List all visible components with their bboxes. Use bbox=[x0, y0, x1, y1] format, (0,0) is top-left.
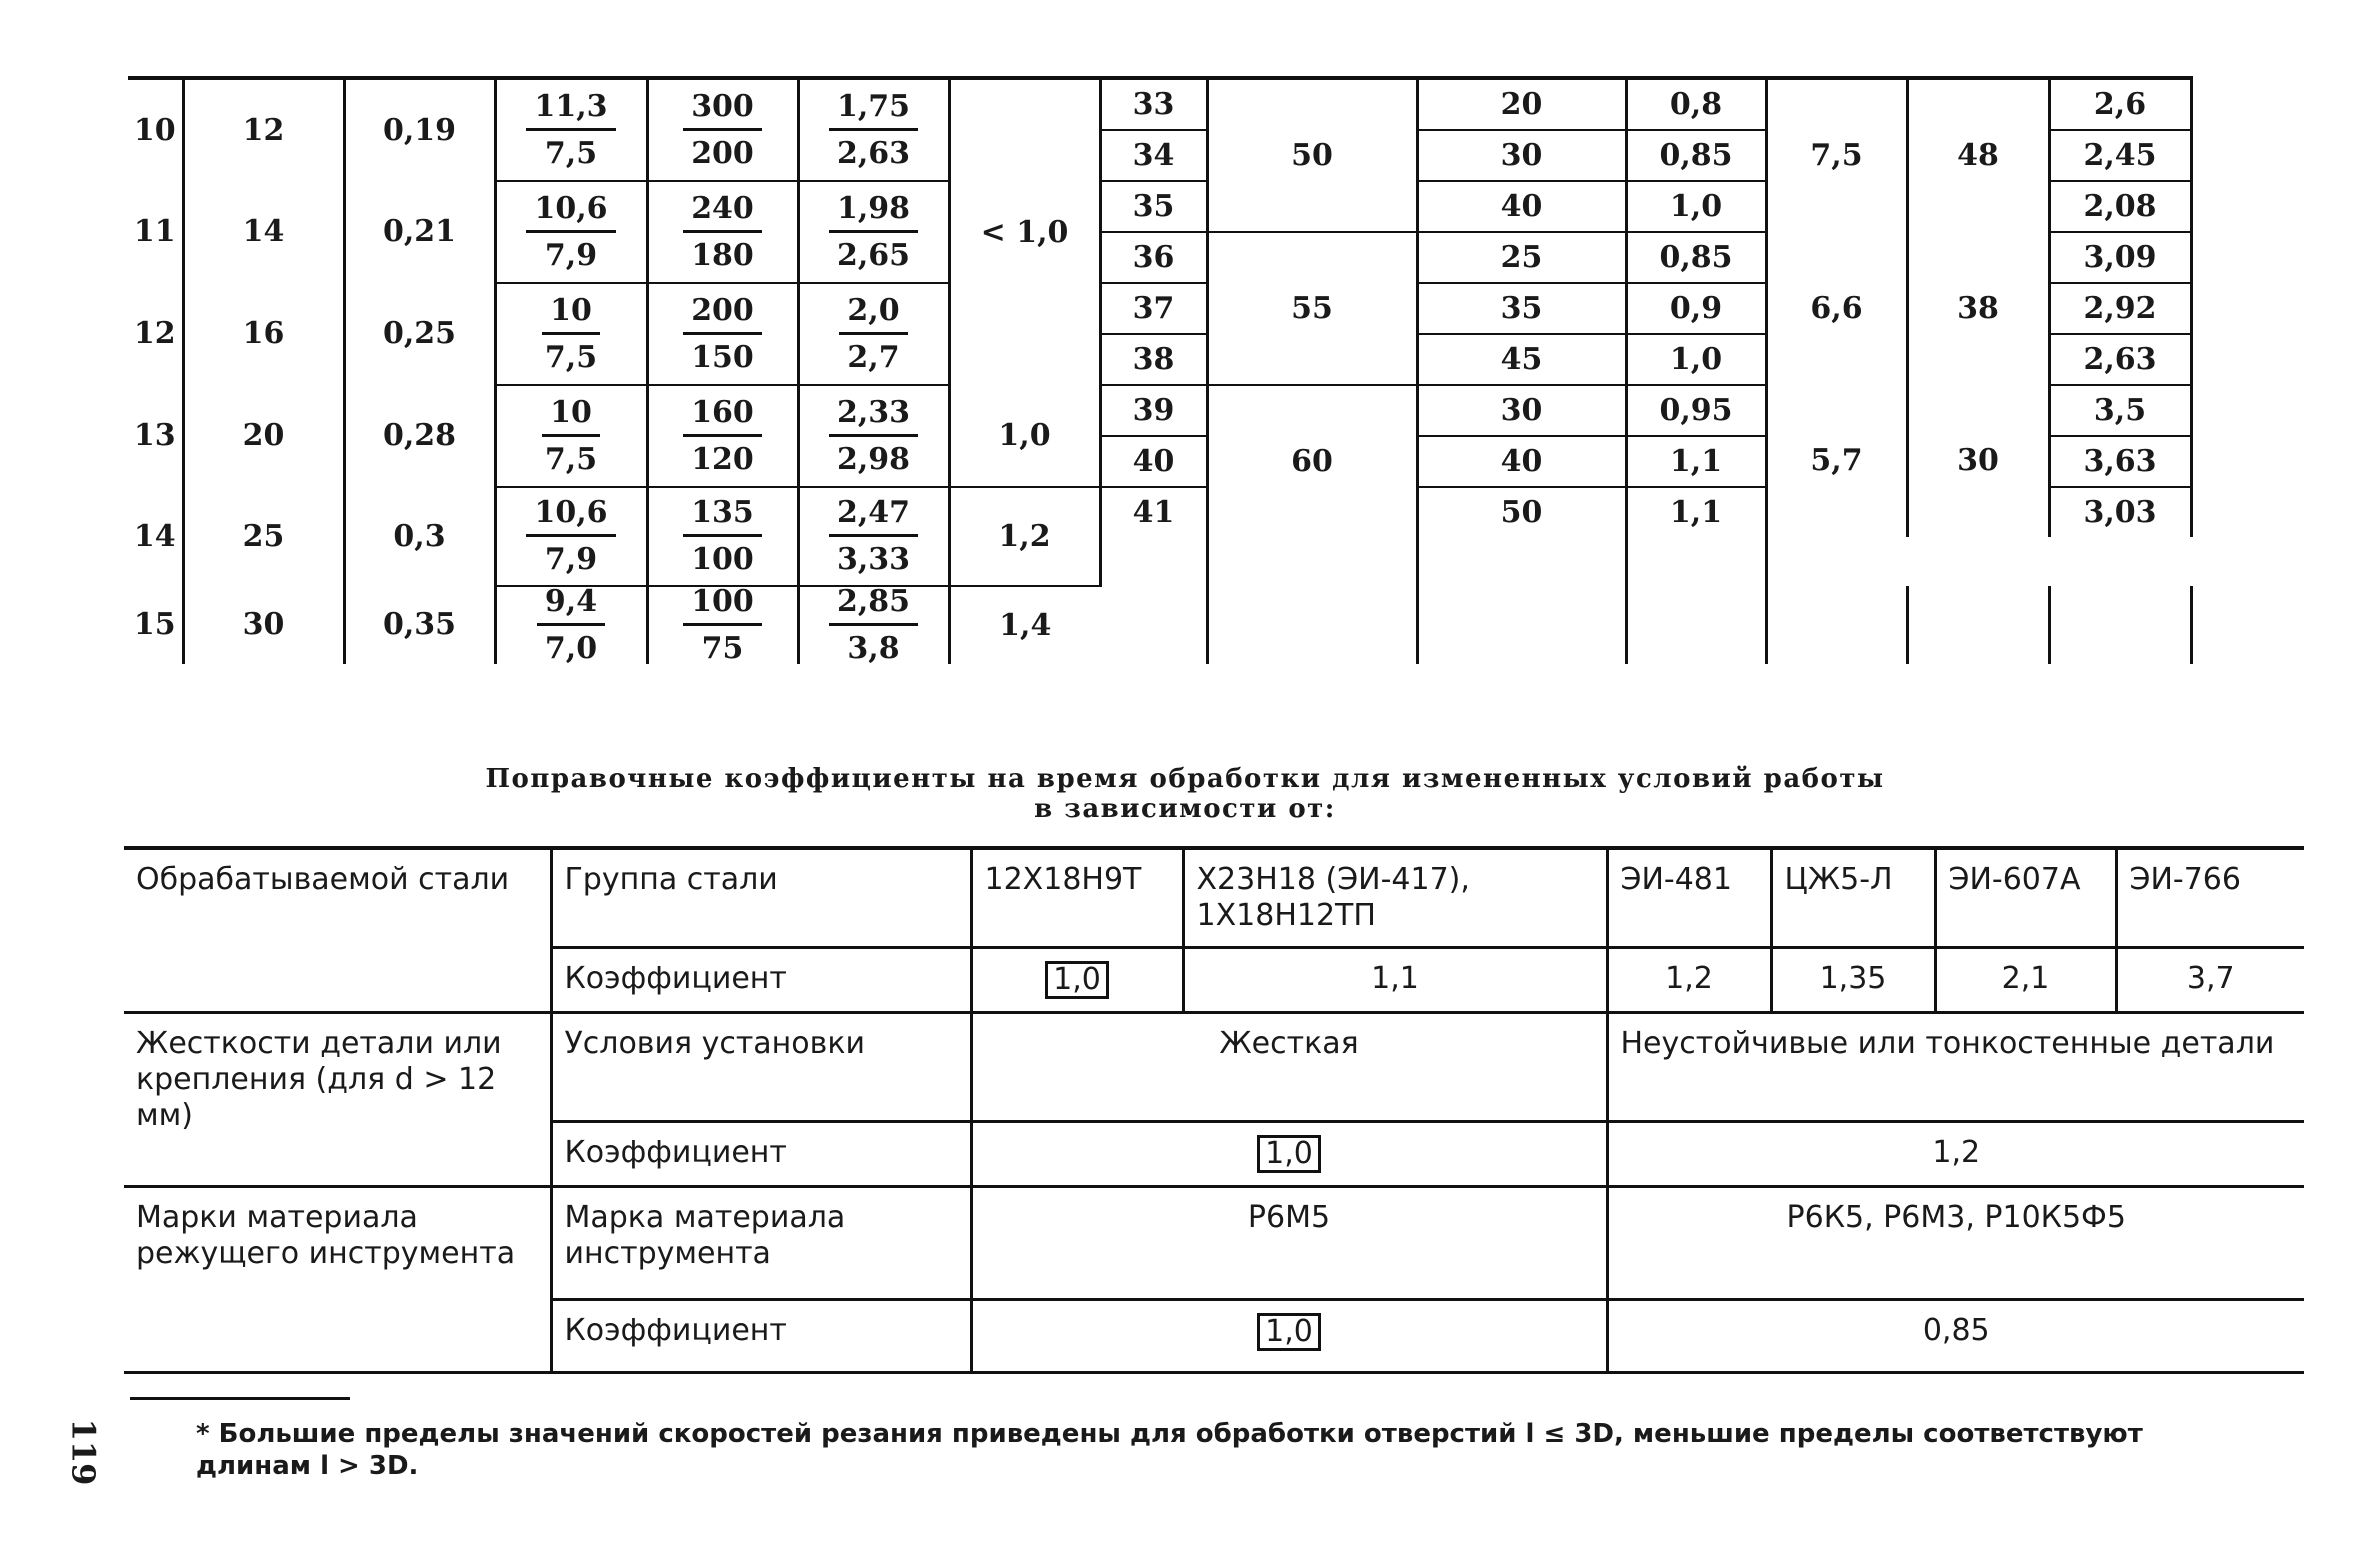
right-a-cell: 40 bbox=[1417, 436, 1626, 487]
right-b-cell: 0,85 bbox=[1626, 232, 1766, 283]
rpm-fraction-cell bbox=[647, 181, 798, 283]
right-row-number: 37 bbox=[1100, 283, 1207, 334]
steel-coef-5: 2,1 bbox=[1935, 948, 2116, 1013]
coef-label: Коэффициент bbox=[551, 948, 971, 1013]
baseline-coef-box: 1,0 bbox=[1257, 1313, 1321, 1351]
right-b-cell: 0,8 bbox=[1626, 78, 1766, 130]
speed-fraction-cell bbox=[495, 487, 647, 586]
right-time-cell: 2,63 bbox=[2049, 334, 2191, 385]
fraction-numerator: 200 bbox=[683, 296, 762, 335]
right-row-number: 35 bbox=[1100, 181, 1207, 232]
fraction-numerator: 9,4 bbox=[537, 587, 605, 626]
param-steel-group: Группа стали bbox=[551, 848, 971, 948]
row-number: 12 bbox=[133, 316, 176, 351]
empty-cell bbox=[1626, 537, 1766, 586]
feed-cell: 0,35 bbox=[344, 586, 495, 664]
diameter-cell: 14 bbox=[183, 181, 344, 283]
group-q-cell: 30 bbox=[1907, 385, 2049, 537]
rpm-fraction-cell bbox=[647, 283, 798, 385]
right-b-cell: 0,95 bbox=[1626, 385, 1766, 436]
group-diameter-cell: 50 bbox=[1207, 78, 1417, 232]
fraction-numerator: 1,98 bbox=[829, 194, 918, 233]
right-time-cell: 2,6 bbox=[2049, 78, 2191, 130]
param-mounting: Условия установки bbox=[551, 1013, 971, 1122]
coef-label: Коэффициент bbox=[551, 1300, 971, 1373]
right-row-number: 38 bbox=[1100, 334, 1207, 385]
mount-unstable: Неустойчивые или тонкостенные детали bbox=[1607, 1013, 2304, 1122]
group-p-cell: 5,7 bbox=[1766, 385, 1907, 537]
fraction-denominator: 2,65 bbox=[836, 237, 911, 273]
steel-group-5: ЭИ-607А bbox=[1935, 848, 2116, 948]
coef-label: Коэффициент bbox=[551, 1122, 971, 1187]
fraction-numerator: 240 bbox=[683, 194, 762, 233]
right-row-number: 33 bbox=[1100, 78, 1207, 130]
fraction-denominator: 3,33 bbox=[836, 542, 911, 577]
coefficient-cell: 1,4 bbox=[949, 586, 1100, 664]
fraction-numerator: 2,0 bbox=[839, 296, 907, 335]
baseline-coef-box: 1,0 bbox=[1257, 1135, 1321, 1173]
steel-group-6: ЭИ-766 bbox=[2116, 848, 2304, 948]
steel-coef-4: 1,35 bbox=[1771, 948, 1935, 1013]
group-diameter-cell: 55 bbox=[1207, 232, 1417, 385]
fraction-denominator: 7,0 bbox=[544, 631, 598, 666]
empty-cell bbox=[1417, 537, 1626, 586]
time-fraction-cell bbox=[798, 78, 949, 181]
param-tool-material: Марка материала инструмента bbox=[551, 1187, 971, 1300]
fraction-numerator: 10,6 bbox=[526, 194, 615, 233]
speed-fraction-cell bbox=[495, 78, 647, 181]
fraction-numerator: 135 bbox=[683, 498, 762, 537]
empty-cell bbox=[1207, 586, 1417, 664]
fraction-denominator: 180 bbox=[691, 237, 754, 273]
fraction-numerator: 2,47 bbox=[829, 498, 918, 537]
rpm-fraction-cell bbox=[647, 385, 798, 487]
steel-coef-6: 3,7 bbox=[2116, 948, 2304, 1013]
group-diameter-cell: 60 bbox=[1207, 385, 1417, 537]
correction-caption bbox=[0, 764, 2370, 824]
time-fraction-cell bbox=[798, 181, 949, 283]
right-a-cell: 25 bbox=[1417, 232, 1626, 283]
tool-mat-1: Р6М5 bbox=[971, 1187, 1607, 1300]
right-b-cell: 0,85 bbox=[1626, 130, 1766, 181]
speed-fraction-cell bbox=[495, 181, 647, 283]
page-number: 119 bbox=[64, 1418, 103, 1486]
row-number: 14 bbox=[133, 518, 176, 554]
fraction-denominator: 120 bbox=[691, 441, 754, 477]
coefficient-cell: 1,2 bbox=[949, 487, 1100, 586]
empty-cell bbox=[1626, 586, 1766, 664]
fraction-numerator: 10,6 bbox=[526, 498, 615, 537]
fraction-numerator: 10 bbox=[542, 398, 600, 437]
speed-fraction-cell bbox=[495, 385, 647, 487]
row-number: 10 bbox=[128, 78, 183, 181]
rigid-coef bbox=[971, 1122, 1607, 1187]
diameter-cell: 20 bbox=[183, 385, 344, 487]
steel-group-4: ЦЖ5-Л bbox=[1771, 848, 1935, 948]
fraction-numerator: 10 bbox=[542, 296, 600, 335]
diameter-cell: 25 bbox=[183, 487, 344, 586]
right-a-cell: 40 bbox=[1417, 181, 1626, 232]
fraction-numerator: 100 bbox=[683, 587, 762, 626]
right-b-cell: 1,1 bbox=[1626, 487, 1766, 537]
speed-fraction-cell bbox=[495, 283, 647, 385]
right-row-number: 36 bbox=[1100, 232, 1207, 283]
group-q-cell: 38 bbox=[1907, 232, 2049, 385]
empty-cell bbox=[1100, 537, 1207, 586]
right-b-cell: 1,1 bbox=[1626, 436, 1766, 487]
fraction-numerator: 2,85 bbox=[829, 587, 918, 626]
right-a-cell: 35 bbox=[1417, 283, 1626, 334]
fraction-denominator: 7,9 bbox=[544, 237, 598, 273]
right-b-cell: 1,0 bbox=[1626, 181, 1766, 232]
factor-rigidity: Жесткости детали или крепления (для d > 12 мм) bbox=[124, 1013, 551, 1187]
baseline-coef-box: 1,0 bbox=[1045, 961, 1109, 999]
fraction-denominator: 75 bbox=[701, 631, 744, 666]
right-time-cell: 3,03 bbox=[2049, 487, 2191, 537]
steel-group-2: Х23Н18 (ЭИ-417), 1Х18Н12ТП bbox=[1183, 848, 1607, 948]
right-time-cell: 3,09 bbox=[2049, 232, 2191, 283]
right-time-cell: 3,5 bbox=[2049, 385, 2191, 436]
rpm-fraction-cell bbox=[647, 487, 798, 586]
speed-fraction-cell bbox=[495, 586, 647, 664]
footnote-rule bbox=[130, 1397, 350, 1400]
fraction-numerator: 1,75 bbox=[829, 92, 918, 131]
steel-coef-2: 1,1 bbox=[1183, 948, 1607, 1013]
factor-tool: Марки материала режущего инструмента bbox=[124, 1187, 551, 1373]
right-time-cell: 2,45 bbox=[2049, 130, 2191, 181]
steel-group-3: ЭИ-481 bbox=[1607, 848, 1771, 948]
steel-group-1: 12Х18Н9Т bbox=[971, 848, 1183, 948]
row-number: 11 bbox=[133, 214, 176, 249]
feed-cell: 0,3 bbox=[344, 487, 495, 586]
time-fraction-cell bbox=[798, 586, 949, 664]
tool-coef-1 bbox=[971, 1300, 1607, 1373]
right-time-cell: 2,08 bbox=[2049, 181, 2191, 232]
right-row-number: 34 bbox=[1100, 130, 1207, 181]
empty-cell bbox=[1417, 586, 1626, 664]
right-row-number: 39 bbox=[1100, 385, 1207, 436]
diameter-cell: 12 bbox=[183, 78, 344, 181]
empty-cell bbox=[2049, 586, 2191, 664]
steel-coef-1 bbox=[971, 948, 1183, 1013]
caption-line-1: Поправочные коэффициенты на время обработки для измененных условий работы bbox=[485, 764, 1885, 794]
fraction-numerator: 300 bbox=[683, 92, 762, 131]
fraction-denominator: 100 bbox=[691, 542, 754, 577]
right-a-cell: 30 bbox=[1417, 385, 1626, 436]
fraction-denominator: 7,9 bbox=[544, 542, 598, 577]
fraction-denominator: 2,7 bbox=[847, 339, 900, 375]
feed-cell: 0,25 bbox=[344, 283, 495, 385]
time-fraction-cell bbox=[798, 487, 949, 586]
group-p-cell: 6,6 bbox=[1766, 232, 1907, 385]
mount-rigid: Жесткая bbox=[971, 1013, 1607, 1122]
rpm-fraction-cell bbox=[647, 586, 798, 664]
right-a-cell: 30 bbox=[1417, 130, 1626, 181]
time-fraction-cell bbox=[798, 385, 949, 487]
steel-coef-3: 1,2 bbox=[1607, 948, 1771, 1013]
right-time-cell: 2,92 bbox=[2049, 283, 2191, 334]
fraction-denominator: 150 bbox=[691, 339, 754, 375]
feed-cell: 0,21 bbox=[344, 181, 495, 283]
empty-cell bbox=[1907, 586, 2049, 664]
group-q-cell: 48 bbox=[1907, 78, 2049, 232]
empty-cell bbox=[1207, 537, 1417, 586]
fraction-denominator: 200 bbox=[691, 135, 754, 171]
time-fraction-cell bbox=[798, 283, 949, 385]
diameter-cell: 16 bbox=[183, 283, 344, 385]
fraction-denominator: 7,5 bbox=[544, 135, 598, 171]
row-number: 15 bbox=[133, 607, 176, 642]
group-p-cell: 7,5 bbox=[1766, 78, 1907, 232]
fraction-denominator: 7,5 bbox=[544, 339, 598, 375]
right-row-number: 41 bbox=[1100, 487, 1207, 537]
right-b-cell: 1,0 bbox=[1626, 334, 1766, 385]
diameter-cell: 30 bbox=[183, 586, 344, 664]
caption-line-2: в зависимости от: bbox=[1034, 794, 1336, 824]
right-time-cell: 3,63 bbox=[2049, 436, 2191, 487]
factor-steel: Обрабатываемой стали bbox=[124, 848, 551, 1013]
correction-table bbox=[124, 846, 2304, 1374]
right-a-cell: 45 bbox=[1417, 334, 1626, 385]
rpm-fraction-cell bbox=[647, 78, 798, 181]
unstable-coef: 1,2 bbox=[1607, 1122, 2304, 1187]
fraction-denominator: 3,8 bbox=[847, 631, 900, 666]
feed-cell: 0,28 bbox=[344, 385, 495, 487]
right-row-number: 40 bbox=[1100, 436, 1207, 487]
right-a-cell: 20 bbox=[1417, 78, 1626, 130]
empty-cell bbox=[1100, 586, 1207, 664]
fraction-numerator: 2,33 bbox=[829, 398, 918, 437]
fraction-denominator: 7,5 bbox=[544, 441, 598, 477]
fraction-numerator: 11,3 bbox=[526, 92, 615, 131]
feed-cell: 0,19 bbox=[344, 78, 495, 181]
tool-mat-2: Р6К5, Р6М3, Р10К5Ф5 bbox=[1607, 1187, 2304, 1300]
right-a-cell: 50 bbox=[1417, 487, 1626, 537]
fraction-denominator: 2,98 bbox=[836, 441, 911, 477]
footnote: * Большие пределы значений скоростей резания приведены для обработки отверстий l ≤ 3D, меньшие пределы соответствуют длинам l > 3D. bbox=[196, 1419, 2143, 1481]
row-number: 13 bbox=[133, 418, 176, 453]
coefficient-cell: 1,0 bbox=[949, 385, 1100, 487]
cutting-speed-table bbox=[128, 76, 2193, 664]
coefficient-group-cell: < 1,0 bbox=[949, 78, 1100, 385]
fraction-numerator: 160 bbox=[683, 398, 762, 437]
tool-coef-2: 0,85 bbox=[1607, 1300, 2304, 1373]
empty-cell bbox=[1766, 586, 1907, 664]
fraction-denominator: 2,63 bbox=[836, 135, 911, 171]
right-b-cell: 0,9 bbox=[1626, 283, 1766, 334]
